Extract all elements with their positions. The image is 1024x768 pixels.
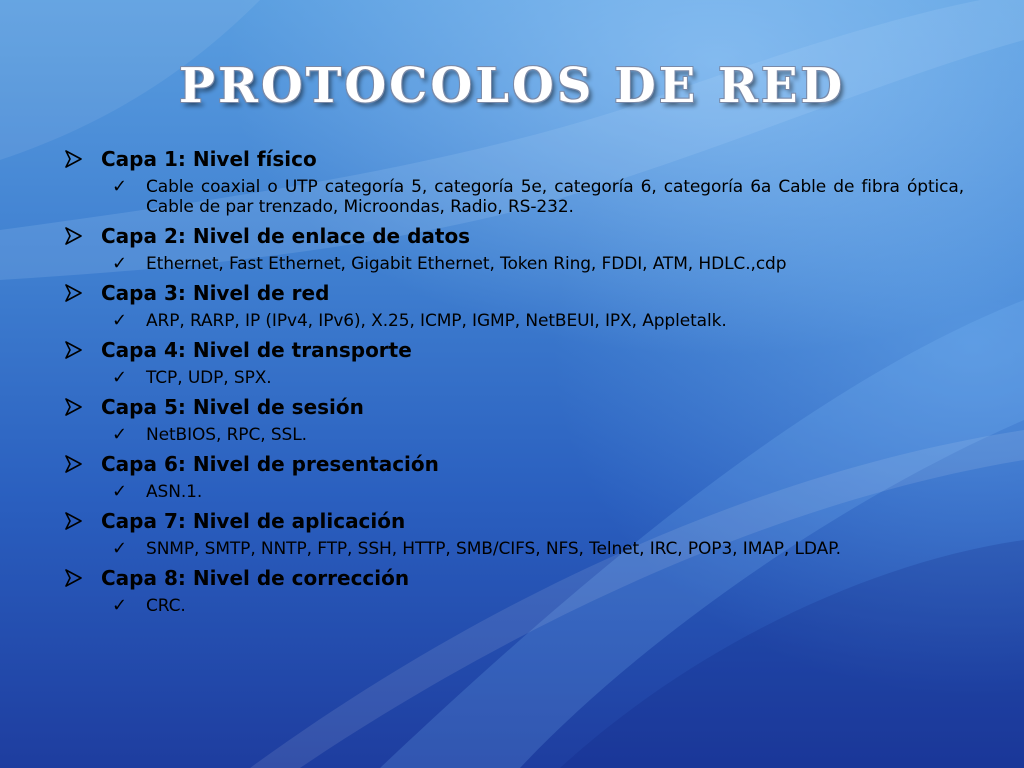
check-icon: ✓ [112, 253, 128, 274]
check-icon: ✓ [112, 310, 128, 331]
layer-item-2 [64, 221, 964, 278]
arrow-bullet-icon [64, 392, 101, 416]
layer-label: Capa 8: Nivel de corrección [101, 566, 410, 590]
protocol-list [64, 144, 964, 620]
arrow-bullet-icon [64, 449, 101, 473]
check-icon: ✓ [112, 538, 128, 559]
check-icon: ✓ [112, 481, 128, 502]
protocol-text: TCP, UDP, SPX. [146, 368, 272, 388]
check-icon: ✓ [112, 367, 128, 388]
layer-label: Capa 1: Nivel físico [101, 147, 317, 171]
layer-item-4 [64, 335, 964, 392]
layer-item-3 [64, 278, 964, 335]
layer-item-1 [64, 144, 964, 221]
layer-label: Capa 2: Nivel de enlace de datos [101, 224, 471, 248]
layer-item-7 [64, 506, 964, 563]
layer-label: Capa 5: Nivel de sesión [101, 395, 364, 419]
arrow-bullet-icon [64, 563, 101, 587]
arrow-bullet-icon [64, 335, 101, 359]
layer-label: Capa 6: Nivel de presentación [101, 452, 439, 476]
protocol-text: ARP, RARP, IP (IPv4, IPv6), X.25, ICMP, IGMP, NetBEUI, IPX, Appletalk. [146, 311, 727, 331]
layer-item-8 [64, 563, 964, 620]
protocol-text: Ethernet, Fast Ethernet, Gigabit Ethernet, Token Ring, FDDI, ATM, HDLC.,cdp [146, 254, 787, 274]
check-icon: ✓ [112, 176, 128, 197]
check-icon: ✓ [112, 595, 128, 616]
protocol-text: NetBIOS, RPC, SSL. [146, 425, 307, 445]
slide-title: PROTOCOLOS DE RED [178, 58, 846, 114]
arrow-bullet-icon [64, 278, 101, 302]
check-icon: ✓ [112, 424, 128, 445]
protocol-text: ASN.1. [146, 482, 203, 502]
layer-label: Capa 4: Nivel de transporte [101, 338, 412, 362]
arrow-bullet-icon [64, 506, 101, 530]
layer-label: Capa 3: Nivel de red [101, 281, 330, 305]
arrow-bullet-icon [64, 221, 101, 245]
layer-item-5 [64, 392, 964, 449]
protocol-text: CRC. [146, 596, 186, 616]
arrow-bullet-icon [64, 144, 101, 168]
layer-label: Capa 7: Nivel de aplicación [101, 509, 406, 533]
protocol-text: Cable coaxial o UTP categoría 5, categoría 5e, categoría 6, categoría 6a Cable de fibra óptica, Cable de par trenzado, Microondas, Radio, RS-232. [146, 177, 964, 217]
protocol-text: SNMP, SMTP, NNTP, FTP, SSH, HTTP, SMB/CIFS, NFS, Telnet, IRC, POP3, IMAP, LDAP. [146, 539, 841, 559]
layer-item-6 [64, 449, 964, 506]
